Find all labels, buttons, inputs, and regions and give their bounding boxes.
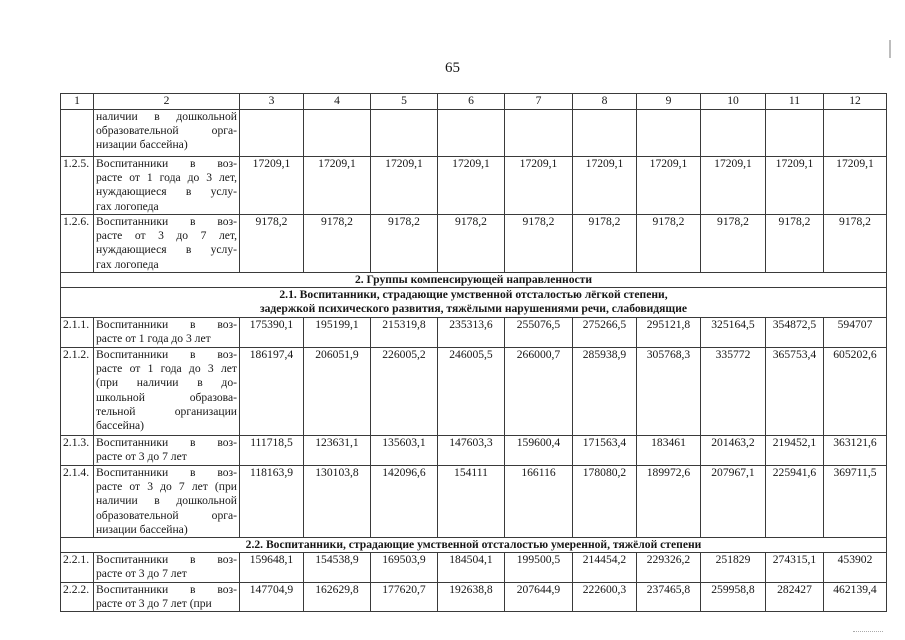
section-row — [61, 273, 887, 288]
value-cell: 206051,9 — [304, 348, 371, 436]
value-cell: 118163,9 — [240, 466, 304, 538]
row-description-line: нуждающиеся в услу- — [96, 185, 237, 199]
row-number: 2.2.2. — [61, 583, 94, 612]
row-description — [94, 583, 240, 612]
column-header: 12 — [824, 94, 887, 110]
row-number: 2.2.1. — [61, 553, 94, 583]
column-header: 6 — [438, 94, 505, 110]
row-description-line: расте от 3 до 7 лет (при — [96, 480, 237, 494]
value-cell: 259958,8 — [701, 583, 766, 612]
value-cell: 275266,5 — [573, 318, 637, 348]
value-cell: 17209,1 — [824, 157, 887, 215]
row-description-line: низации бассейна) — [96, 138, 188, 152]
value-cell — [371, 110, 438, 157]
row-description-line: Воспитанники в воз- — [96, 215, 237, 228]
value-cell — [240, 110, 304, 157]
row-number: 2.1.4. — [61, 466, 94, 538]
column-header: 9 — [637, 94, 701, 110]
row-description — [94, 110, 240, 157]
column-header: 3 — [240, 94, 304, 110]
value-cell: 9178,2 — [371, 215, 438, 273]
value-cell — [701, 110, 766, 157]
value-cell: 17209,1 — [505, 157, 573, 215]
value-cell: 237465,8 — [637, 583, 701, 612]
column-header: 5 — [371, 94, 438, 110]
row-description-line: расте от 3 до 7 лет — [96, 450, 187, 464]
value-cell: 9178,2 — [438, 215, 505, 273]
value-cell: 166116 — [505, 466, 573, 538]
row-description — [94, 553, 240, 583]
value-cell: 9178,2 — [240, 215, 304, 273]
value-cell: 605202,6 — [824, 348, 887, 436]
value-cell: 199500,5 — [505, 553, 573, 583]
value-cell: 17209,1 — [766, 157, 824, 215]
row-description-line: нуждающиеся в услу- — [96, 243, 237, 257]
value-cell: 274315,1 — [766, 553, 824, 583]
value-cell: 207644,9 — [505, 583, 573, 612]
column-header: 1 — [61, 94, 94, 110]
row-description — [94, 436, 240, 466]
value-cell: 9178,2 — [637, 215, 701, 273]
row-description-line: гах логопеда — [96, 199, 159, 213]
value-cell: 295121,8 — [637, 318, 701, 348]
value-cell — [766, 110, 824, 157]
value-cell: 225941,6 — [766, 466, 824, 538]
row-description-line: школьной образова- — [96, 390, 237, 404]
value-cell: 159648,1 — [240, 553, 304, 583]
row-description-line: образовательной орга- — [96, 508, 237, 522]
row-number — [61, 110, 94, 157]
table-row — [61, 318, 887, 348]
value-cell: 453902 — [824, 553, 887, 583]
value-cell: 154538,9 — [304, 553, 371, 583]
value-cell — [573, 110, 637, 157]
value-cell: 123631,1 — [304, 436, 371, 466]
table-row — [61, 157, 887, 215]
value-cell: 201463,2 — [701, 436, 766, 466]
value-cell: 17209,1 — [637, 157, 701, 215]
value-cell: 169503,9 — [371, 553, 438, 583]
section-heading — [61, 288, 887, 318]
value-cell — [637, 110, 701, 157]
row-description-line: расте от 3 до 7 лет (при — [96, 597, 212, 611]
value-cell: 363121,6 — [824, 436, 887, 466]
value-cell: 335772 — [701, 348, 766, 436]
column-header: 2 — [94, 94, 240, 110]
value-cell: 255076,5 — [505, 318, 573, 348]
value-cell: 195199,1 — [304, 318, 371, 348]
table-row — [61, 436, 887, 466]
row-description-line: Воспитанники в воз- — [96, 318, 237, 331]
row-description-line: бассейна) — [96, 419, 145, 433]
table-row — [61, 466, 887, 538]
row-description-line: Воспитанники в воз- — [96, 553, 237, 567]
value-cell: 9178,2 — [505, 215, 573, 273]
value-cell: 9178,2 — [573, 215, 637, 273]
row-description — [94, 348, 240, 436]
row-number: 2.1.3. — [61, 436, 94, 466]
row-description-line: расте от 3 до 7 лет, — [96, 229, 237, 243]
value-cell — [304, 110, 371, 157]
row-number: 2.1.2. — [61, 348, 94, 436]
section-heading-line: 2.1. Воспитанники, страдающие умственной отсталостью лёгкой степени, — [279, 288, 668, 301]
value-cell: 462139,4 — [824, 583, 887, 612]
value-cell: 154111 — [438, 466, 505, 538]
section-heading-line: 2.2. Воспитанники, страдающие умственной отсталостью умеренной, тяжёлой степени — [245, 538, 702, 552]
value-cell: 111718,5 — [240, 436, 304, 466]
row-description-line: Воспитанники в воз- — [96, 436, 237, 449]
value-cell: 215319,8 — [371, 318, 438, 348]
value-cell: 305768,3 — [637, 348, 701, 436]
value-cell: 17209,1 — [240, 157, 304, 215]
value-cell: 369711,5 — [824, 466, 887, 538]
row-description — [94, 318, 240, 348]
row-description-line: образовательной орга- — [96, 124, 237, 138]
value-cell: 9178,2 — [701, 215, 766, 273]
value-cell: 17209,1 — [304, 157, 371, 215]
value-cell — [505, 110, 573, 157]
value-cell: 207967,1 — [701, 466, 766, 538]
value-cell — [824, 110, 887, 157]
row-description-line: Воспитанники в воз- — [96, 348, 237, 361]
page-number: 65 — [445, 60, 460, 76]
section-heading-line: задержкой психического развития, тяжёлыми нарушениями речи, слабовидящие — [259, 302, 688, 315]
value-cell: 183461 — [637, 436, 701, 466]
value-cell: 189972,6 — [637, 466, 701, 538]
value-cell: 266000,7 — [505, 348, 573, 436]
table-row — [61, 583, 887, 612]
value-cell: 177620,7 — [371, 583, 438, 612]
row-description-line: гах логопеда — [96, 257, 159, 271]
value-cell: 147603,3 — [438, 436, 505, 466]
row-description-line: наличии в дошкольной — [96, 494, 237, 508]
row-number: 2.1.1. — [61, 318, 94, 348]
value-cell: 594707 — [824, 318, 887, 348]
table-body — [61, 110, 887, 612]
row-description-line: расте от 1 года до 3 лет — [96, 332, 211, 346]
value-cell: 184504,1 — [438, 553, 505, 583]
section-heading-line: 2. Группы компенсирующей направленности — [354, 273, 593, 286]
row-description-line: Воспитанники в воз- — [96, 466, 237, 479]
row-description — [94, 215, 240, 273]
value-cell: 365753,4 — [766, 348, 824, 436]
table-row — [61, 348, 887, 436]
section-row — [61, 288, 887, 318]
value-cell: 9178,2 — [304, 215, 371, 273]
value-cell: 17209,1 — [371, 157, 438, 215]
value-cell: 17209,1 — [438, 157, 505, 215]
row-description-line: наличии в дошкольной — [96, 110, 237, 123]
value-cell: 219452,1 — [766, 436, 824, 466]
value-cell: 159600,4 — [505, 436, 573, 466]
row-description — [94, 466, 240, 538]
value-cell: 178080,2 — [573, 466, 637, 538]
value-cell: 186197,4 — [240, 348, 304, 436]
value-cell: 325164,5 — [701, 318, 766, 348]
value-cell: 130103,8 — [304, 466, 371, 538]
value-cell: 135603,1 — [371, 436, 438, 466]
table-row — [61, 553, 887, 583]
value-cell: 142096,6 — [371, 466, 438, 538]
value-cell: 175390,1 — [240, 318, 304, 348]
column-header-row — [61, 94, 887, 110]
value-cell: 246005,5 — [438, 348, 505, 436]
row-description-line: расте от 1 года до 3 лет — [96, 362, 237, 376]
table-row — [61, 110, 887, 157]
value-cell: 222600,3 — [573, 583, 637, 612]
row-description-line: низации бассейна) — [96, 522, 188, 536]
scan-mark — [889, 40, 891, 58]
table-row — [61, 215, 887, 273]
row-description-line: расте от 1 года до 3 лет, — [96, 171, 237, 185]
value-cell: 171563,4 — [573, 436, 637, 466]
row-description-line: Воспитанники в воз- — [96, 157, 237, 170]
value-cell: 226005,2 — [371, 348, 438, 436]
value-cell: 9178,2 — [766, 215, 824, 273]
value-cell: 192638,8 — [438, 583, 505, 612]
value-cell: 9178,2 — [824, 215, 887, 273]
row-number: 1.2.6. — [61, 215, 94, 273]
scan-mark — [853, 631, 883, 634]
column-header: 8 — [573, 94, 637, 110]
section-heading — [61, 273, 887, 288]
column-header: 10 — [701, 94, 766, 110]
value-cell: 147704,9 — [240, 583, 304, 612]
column-header: 4 — [304, 94, 371, 110]
value-cell: 17209,1 — [701, 157, 766, 215]
section-row — [61, 538, 887, 553]
value-cell: 251829 — [701, 553, 766, 583]
row-description-line: расте от 3 до 7 лет — [96, 567, 187, 581]
value-cell: 17209,1 — [573, 157, 637, 215]
value-cell: 214454,2 — [573, 553, 637, 583]
value-cell: 162629,8 — [304, 583, 371, 612]
value-cell: 235313,6 — [438, 318, 505, 348]
row-description — [94, 157, 240, 215]
section-heading — [61, 538, 887, 553]
row-description-line: (при наличии в до- — [96, 376, 237, 390]
value-cell: 282427 — [766, 583, 824, 612]
row-number: 1.2.5. — [61, 157, 94, 215]
value-cell: 285938,9 — [573, 348, 637, 436]
value-cell: 229326,2 — [637, 553, 701, 583]
row-description-line: Воспитанники в воз- — [96, 583, 237, 597]
column-header: 11 — [766, 94, 824, 110]
value-cell: 354872,5 — [766, 318, 824, 348]
column-header: 7 — [505, 94, 573, 110]
row-description-line: тельной организации — [96, 404, 237, 418]
value-cell — [438, 110, 505, 157]
tariff-table — [60, 93, 887, 612]
